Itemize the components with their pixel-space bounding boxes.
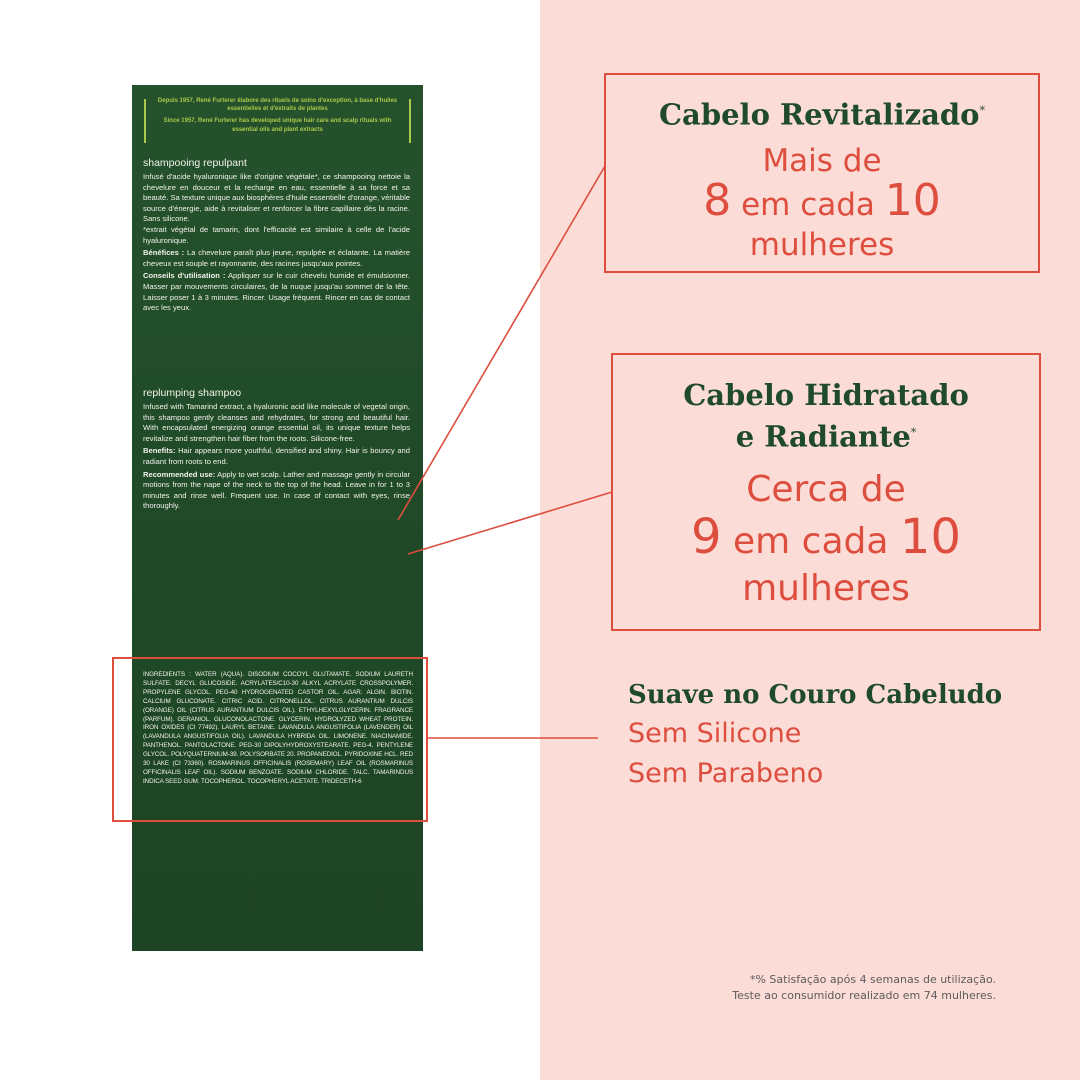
callout-stat-intro-2: Cerca de xyxy=(746,468,906,510)
callout-title-hydrated: Cabelo Hidratado e Radiante* xyxy=(683,378,969,454)
en-usage: Recommended use: Apply to wet scalp. Lather and massage gently in circular motions from the nape of the neck to the top of the head. Leave in for 1 to 3 minutes and rinse well. Frequent use. In case of contact with eyes, rinse thoroughly. xyxy=(143,469,410,511)
connector-line-2 xyxy=(408,492,612,554)
callout-stat-intro: Mais de xyxy=(762,142,882,179)
claim-silicone-free: Sem Silicone xyxy=(628,718,802,749)
callout-title-revitalized: Cabelo Revitalizado* xyxy=(658,97,986,132)
en-benefits: Benefits: Hair appears more youthful, densified and shiny. Hair is bouncy and radiant from roots to end. xyxy=(143,446,410,466)
ingredients-list: INGREDIENTS : WATER (AQUA). DISODIUM COCOYL GLUTAMATE. SODIUM LAURETH SULFATE. DECYL GLUCOSIDE. ACRYLATES/C10-30 ALKYL ACRYLATE CROSSPOLYMER. PROPYLENE GLYCOL. PEG-40 HYDROGENATED CASTOR OIL. AGAR. ALGIN. BIOTIN. CALCIUM GLUCONATE. CITRIC ACID. CITRONELLOL. CITRUS AURANTIUM DULCIS (ORANGE) OIL (CITRUS AURANTIUM DULCIS OIL). ETHYLHEXYLGLYCERIN. FRAGRANCE (PARFUM). GERANIOL. GLUCONOLACTONE. GLYCERIN. HYDROLYZED WHEAT PROTEIN. IRON OXIDES (CI 77492). LAURYL BETAINE. LAVANDULA ANGUSTIFOLIA (LAVENDER) OIL (LAVANDULA ANGUSTIFOLIA OIL). LAVANDULA HYBRIDA OIL. LIMONENE. NIACINAMIDE. PANTHENOL. PANTOLACTONE. PEG-30 DIPOLYHYDROXYSTEARATE. PEG-4. PENTYLENE GLYCOL. POLYQUATERNIUM-39. POLYSORBATE 20. PROPANEDIOL. PYRIDOXINE HCL. RED 30 LAKE (CI 73360). ROSMARINUS OFFICINALIS (ROSEMARY) LEAF OIL (ROSMARINUS OFFICINALIS LEAF OIL). SODIUM BENZOATE. SODIUM CHLORIDE. TALC. TAMARINDUS INDICA SEED GUM. TOCOPHEROL. TOCOPHERYL ACETATE. TRIDECETH-6 xyxy=(143,671,413,785)
footnote-line-2: Teste ao consumidor realizado em 74 mulheres. xyxy=(732,989,996,1002)
fr-description: Infusé d'acide hyaluronique like d'origine végétale*, ce shampooing nettoie la chevelure en douceur et la recharge en eau, essentielle à sa force et sa beauté. Sa texture unique aux biosphères d'huile essentielle d'orange, véritable source d'énergie, aide à revitaliser et renforcer la fibre capillaire dès la racine. Sans silicone. *extrait végétal de tamarin, dont l'efficacité est similaire à celle de l'acide hyaluronique. xyxy=(143,172,410,245)
fr-footnote: *extrait végétal de tamarin, dont l'efficacité est similaire à celle de l'acide hyaluronique. xyxy=(143,224,410,245)
callout-scalp xyxy=(628,676,1068,794)
footnote-line-1: *% Satisfação após 4 semanas de utilização. xyxy=(749,973,996,986)
claim-paraben-free: Sem Parabeno xyxy=(628,758,824,789)
header-en: Since 1957, René Furterer has developed unique hair care and scalp rituals with essential oils and plant extracts xyxy=(163,118,392,133)
callout-revitalized xyxy=(604,92,1040,262)
header-fr: Depuis 1957, René Furterer élabore des rituels de soins d'exception, à base d'huiles essentielles et d'extraits de plantes xyxy=(157,98,398,113)
callout-stat-subject: mulheres xyxy=(749,226,895,263)
callout-hydrated xyxy=(611,376,1041,611)
connector-line-1 xyxy=(398,166,605,520)
callout-stat-ratio: 8 em cada 10 xyxy=(703,174,941,226)
callout-title-scalp: Suave no Couro Cabeludo xyxy=(628,680,1003,710)
fr-product-title: shampooing repulpant xyxy=(143,157,247,169)
callout-stat-ratio-2: 9 em cada 10 xyxy=(691,508,961,565)
callout-stat-subject-2: mulheres xyxy=(742,567,910,609)
footnote xyxy=(732,972,996,1004)
en-description: Infused with Tamarind extract, a hyaluronic acid like molecule of vegetal origin, this shampoo gently cleanses and rehydrates, for strong and beautiful hair. With encapsulated energizing orange essential oil, its unique texture helps revitalize and strengthen hair fiber from the roots. Silicone-free. xyxy=(143,402,410,443)
fr-usage: Conseils d'utilisation : Appliquer sur le cuir chevelu humide et émulsionner. Masser par mouvements circulaires, de la nuque jusqu'au sommet de la tête. Laisser poser 1 à 3 minutes. Rincer. Usage fréquent. Rincer en cas de contact avec les yeux. xyxy=(143,271,410,313)
fr-benefits: Bénéfices : La chevelure paraît plus jeune, repulpée et éclatante. La matière cheveux est souple et rayonnante, des racines jusqu'aux pointes. xyxy=(143,248,410,268)
en-product-title: replumping shampoo xyxy=(143,387,242,399)
